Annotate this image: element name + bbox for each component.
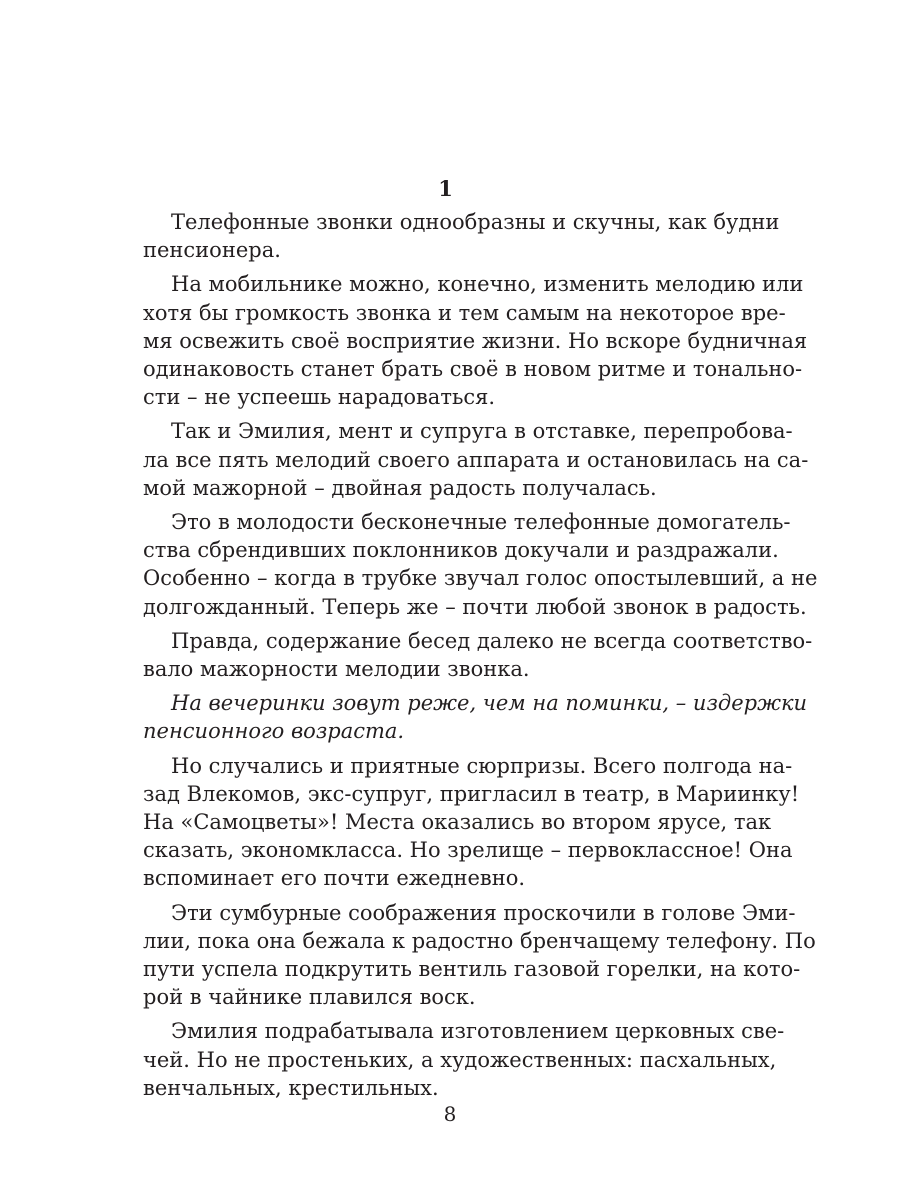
text-line: зад Влекомов, экс-супруг, пригласил в театр, в Мариинку! — [143, 781, 800, 806]
text-line: На мобильнике можно, конечно, изменить мелодию или — [171, 272, 804, 297]
paragraph — [143, 270, 808, 411]
text-line: чей. Но не простеньких, а художественных: пасхальных, — [143, 1047, 777, 1072]
text-line: долгожданный. Теперь же – почти любой звонок в радость. — [143, 594, 807, 619]
text-line: Эти сумбурные соображения проскочили в голове Эми- — [171, 900, 796, 925]
text-line: Но случались и приятные сюрпризы. Всего полгода на- — [171, 753, 793, 778]
text-line: мя освежить своё восприятие жизни. Но вскоре будничная — [143, 328, 808, 353]
text-line: вало мажорности мелодии звонка. — [143, 657, 530, 682]
text-line: одинаковость станет брать своё в новом ритме и тонально- — [143, 357, 803, 382]
paragraph — [143, 899, 816, 1012]
text-line: Особенно – когда в трубке звучал голос опостылевший, а не — [143, 566, 818, 591]
paragraph — [143, 1017, 785, 1102]
text-line: Эмилия подрабатывала изготовлением церковных све- — [171, 1019, 785, 1044]
paragraph — [143, 627, 813, 683]
paragraph — [143, 508, 818, 621]
text-line: Так и Эмилия, мент и супруга в отставке, перепробова- — [171, 419, 793, 444]
text-line: ла все пять мелодий своего аппарата и остановилась на са- — [143, 447, 809, 472]
text-line: сказать, экономкласса. Но зрелище – первоклассное! Она — [143, 838, 793, 863]
text-line: пенсионера. — [143, 238, 281, 263]
text-line: пенсионного возраста. — [143, 719, 405, 744]
paragraph — [143, 752, 800, 893]
text-line: На «Самоцветы»! Места оказались во втором ярусе, так — [143, 810, 772, 835]
text-line: пути успела подкрутить вентиль газовой горелки, на кото- — [143, 957, 801, 982]
text-line: ства сбрендивших поклонников докучали и раздражали. — [143, 538, 779, 563]
text-line: мой мажорной – двойная радость получалась. — [143, 475, 657, 500]
paragraph — [143, 417, 809, 502]
text-line: сти – не успеешь нарадоваться. — [143, 385, 496, 410]
page-body — [143, 176, 818, 1108]
text-line: Правда, содержание бесед далеко не всегда соответство- — [171, 628, 813, 653]
text-line: Телефонные звонки однообразны и скучны, как будни — [171, 210, 780, 234]
text-line: вспоминает его почти ежедневно. — [143, 866, 526, 891]
text-line: хотя бы громкость звонка и тем самым на некоторое вре- — [143, 300, 786, 325]
paragraph — [143, 689, 808, 745]
text-line: венчальных, крестильных. — [143, 1075, 439, 1100]
text-line: лии, пока она бежала к радостно бренчащему телефону. По — [143, 928, 816, 953]
text-line: На вечеринки зовут реже, чем на поминки, – издержки — [171, 691, 808, 716]
text-body — [143, 208, 818, 1102]
page-number: 8 — [443, 1102, 457, 1126]
text-line: Это в молодости бесконечные телефонные домогатель- — [171, 510, 791, 535]
paragraph — [143, 208, 780, 264]
chapter-number: 1 — [438, 176, 453, 201]
text-line: рой в чайнике плавился воск. — [143, 985, 476, 1010]
